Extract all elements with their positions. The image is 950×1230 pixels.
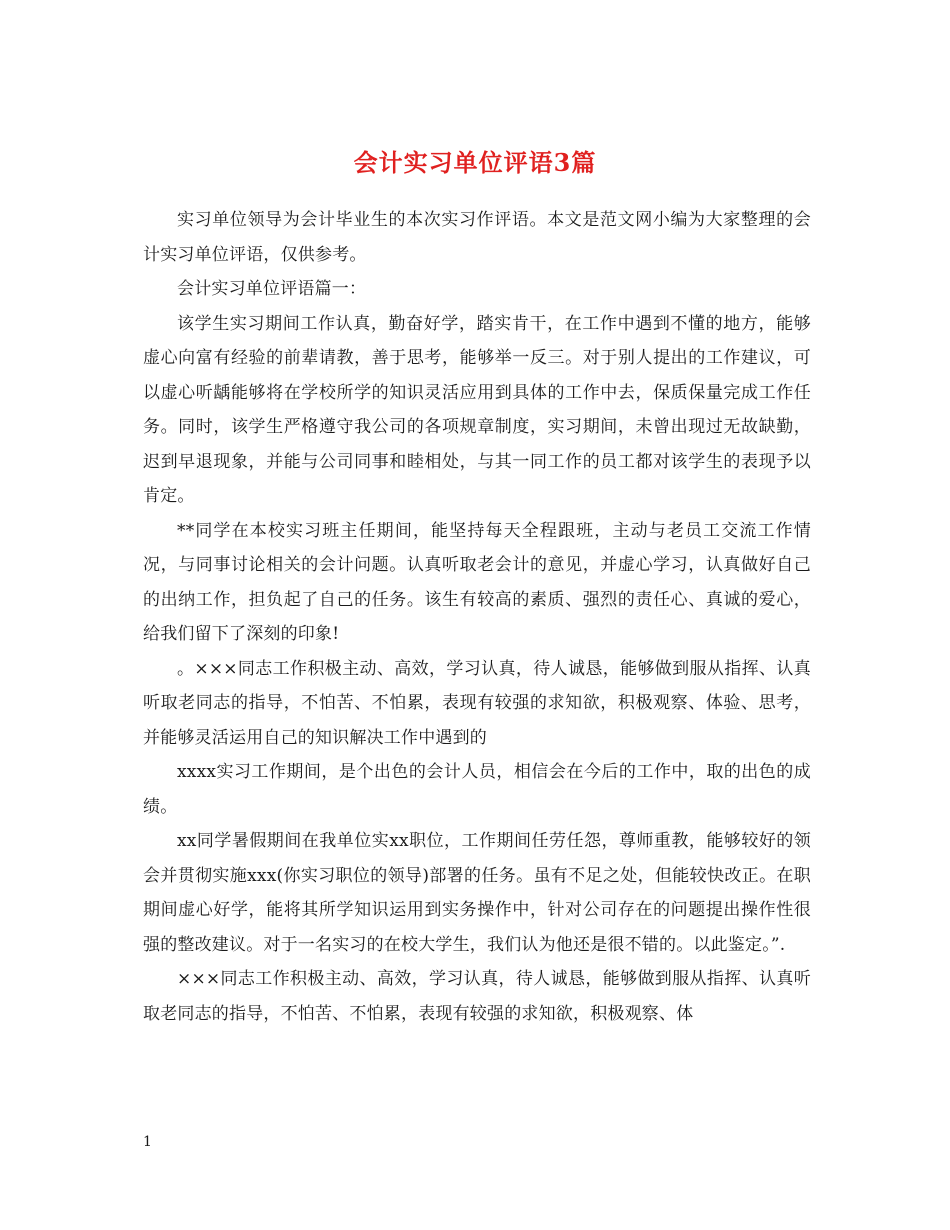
paragraph-evaluation-2: **同学在本校实习班主任期间，能坚持每天全程跟班，主动与老员工交流工作情况，与同事讨论相关的会计问题。认真听取老会计的意见，并虚心学习，认真做好自己的出纳工作，担负起了自己的任务。该生有较高的素质、强烈的责任心、真诚的爱心，给我们留下了深刻的印象! [143,520,811,644]
paragraph-evaluation-4: xxxx实习工作期间，是个出色的会计人员，相信会在今后的工作中，取的出色的成绩。 [143,762,811,817]
paragraph-intro: 实习单位领导为会计毕业生的本次实习作评语。本文是范文网小编为大家整理的会计实习单位评语，仅供参考。 [143,210,811,265]
paragraph-evaluation-1: 该学生实习期间工作认真，勤奋好学，踏实肯干，在工作中遇到不懂的地方，能够虚心向富有经验的前辈请教，善于思考，能够举一反三。对于别人提出的工作建议，可以虚心听龋能够将在学校所学的知识灵活应用到具体的工作中去，保质保量完成工作任务。同时，该学生严格遵守我公司的各项规章制度，实习期间，未曾出现过无故缺勤，迟到早退现象，并能与公司同事和睦相处，与其一同工作的员工都对该学生的表现予以肯定。 [143,313,811,506]
document-title: 会计实习单位评语3篇 [353,148,597,178]
page-number: 1 [143,1134,152,1150]
paragraph-evaluation-6: ×××同志工作积极主动、高效，学习认真，待人诚恳，能够做到服从指挥、认真听取老同志的指导，不怕苦、不怕累，表现有较强的求知欲，积极观察、体 [143,969,811,1024]
paragraph-evaluation-5: xx同学暑假期间在我单位实xx职位，工作期间任劳任怨，尊师重教，能够较好的领会并贯彻实施xxx(你实习职位的领导)部署的任务。虽有不足之处，但能较快改正。在职期间虚心好学，能将其所学知识运用到实务操作中，针对公司存在的问题提出操作性很强的整改建议。对于一名实习的在校大学生，我们认为他还是很不错的。以此鉴定。”. [143,831,811,955]
paragraph-evaluation-3: 。×××同志工作积极主动、高效，学习认真，待人诚恳，能够做到服从指挥、认真听取老同志的指导，不怕苦、不怕累，表现有较强的求知欲，积极观察、体验、思考，并能够灵活运用自己的知识解决工作中遇到的 [143,658,811,748]
document-body [143,203,811,1031]
paragraph-section-heading: 会计实习单位评语篇一： [177,279,367,299]
